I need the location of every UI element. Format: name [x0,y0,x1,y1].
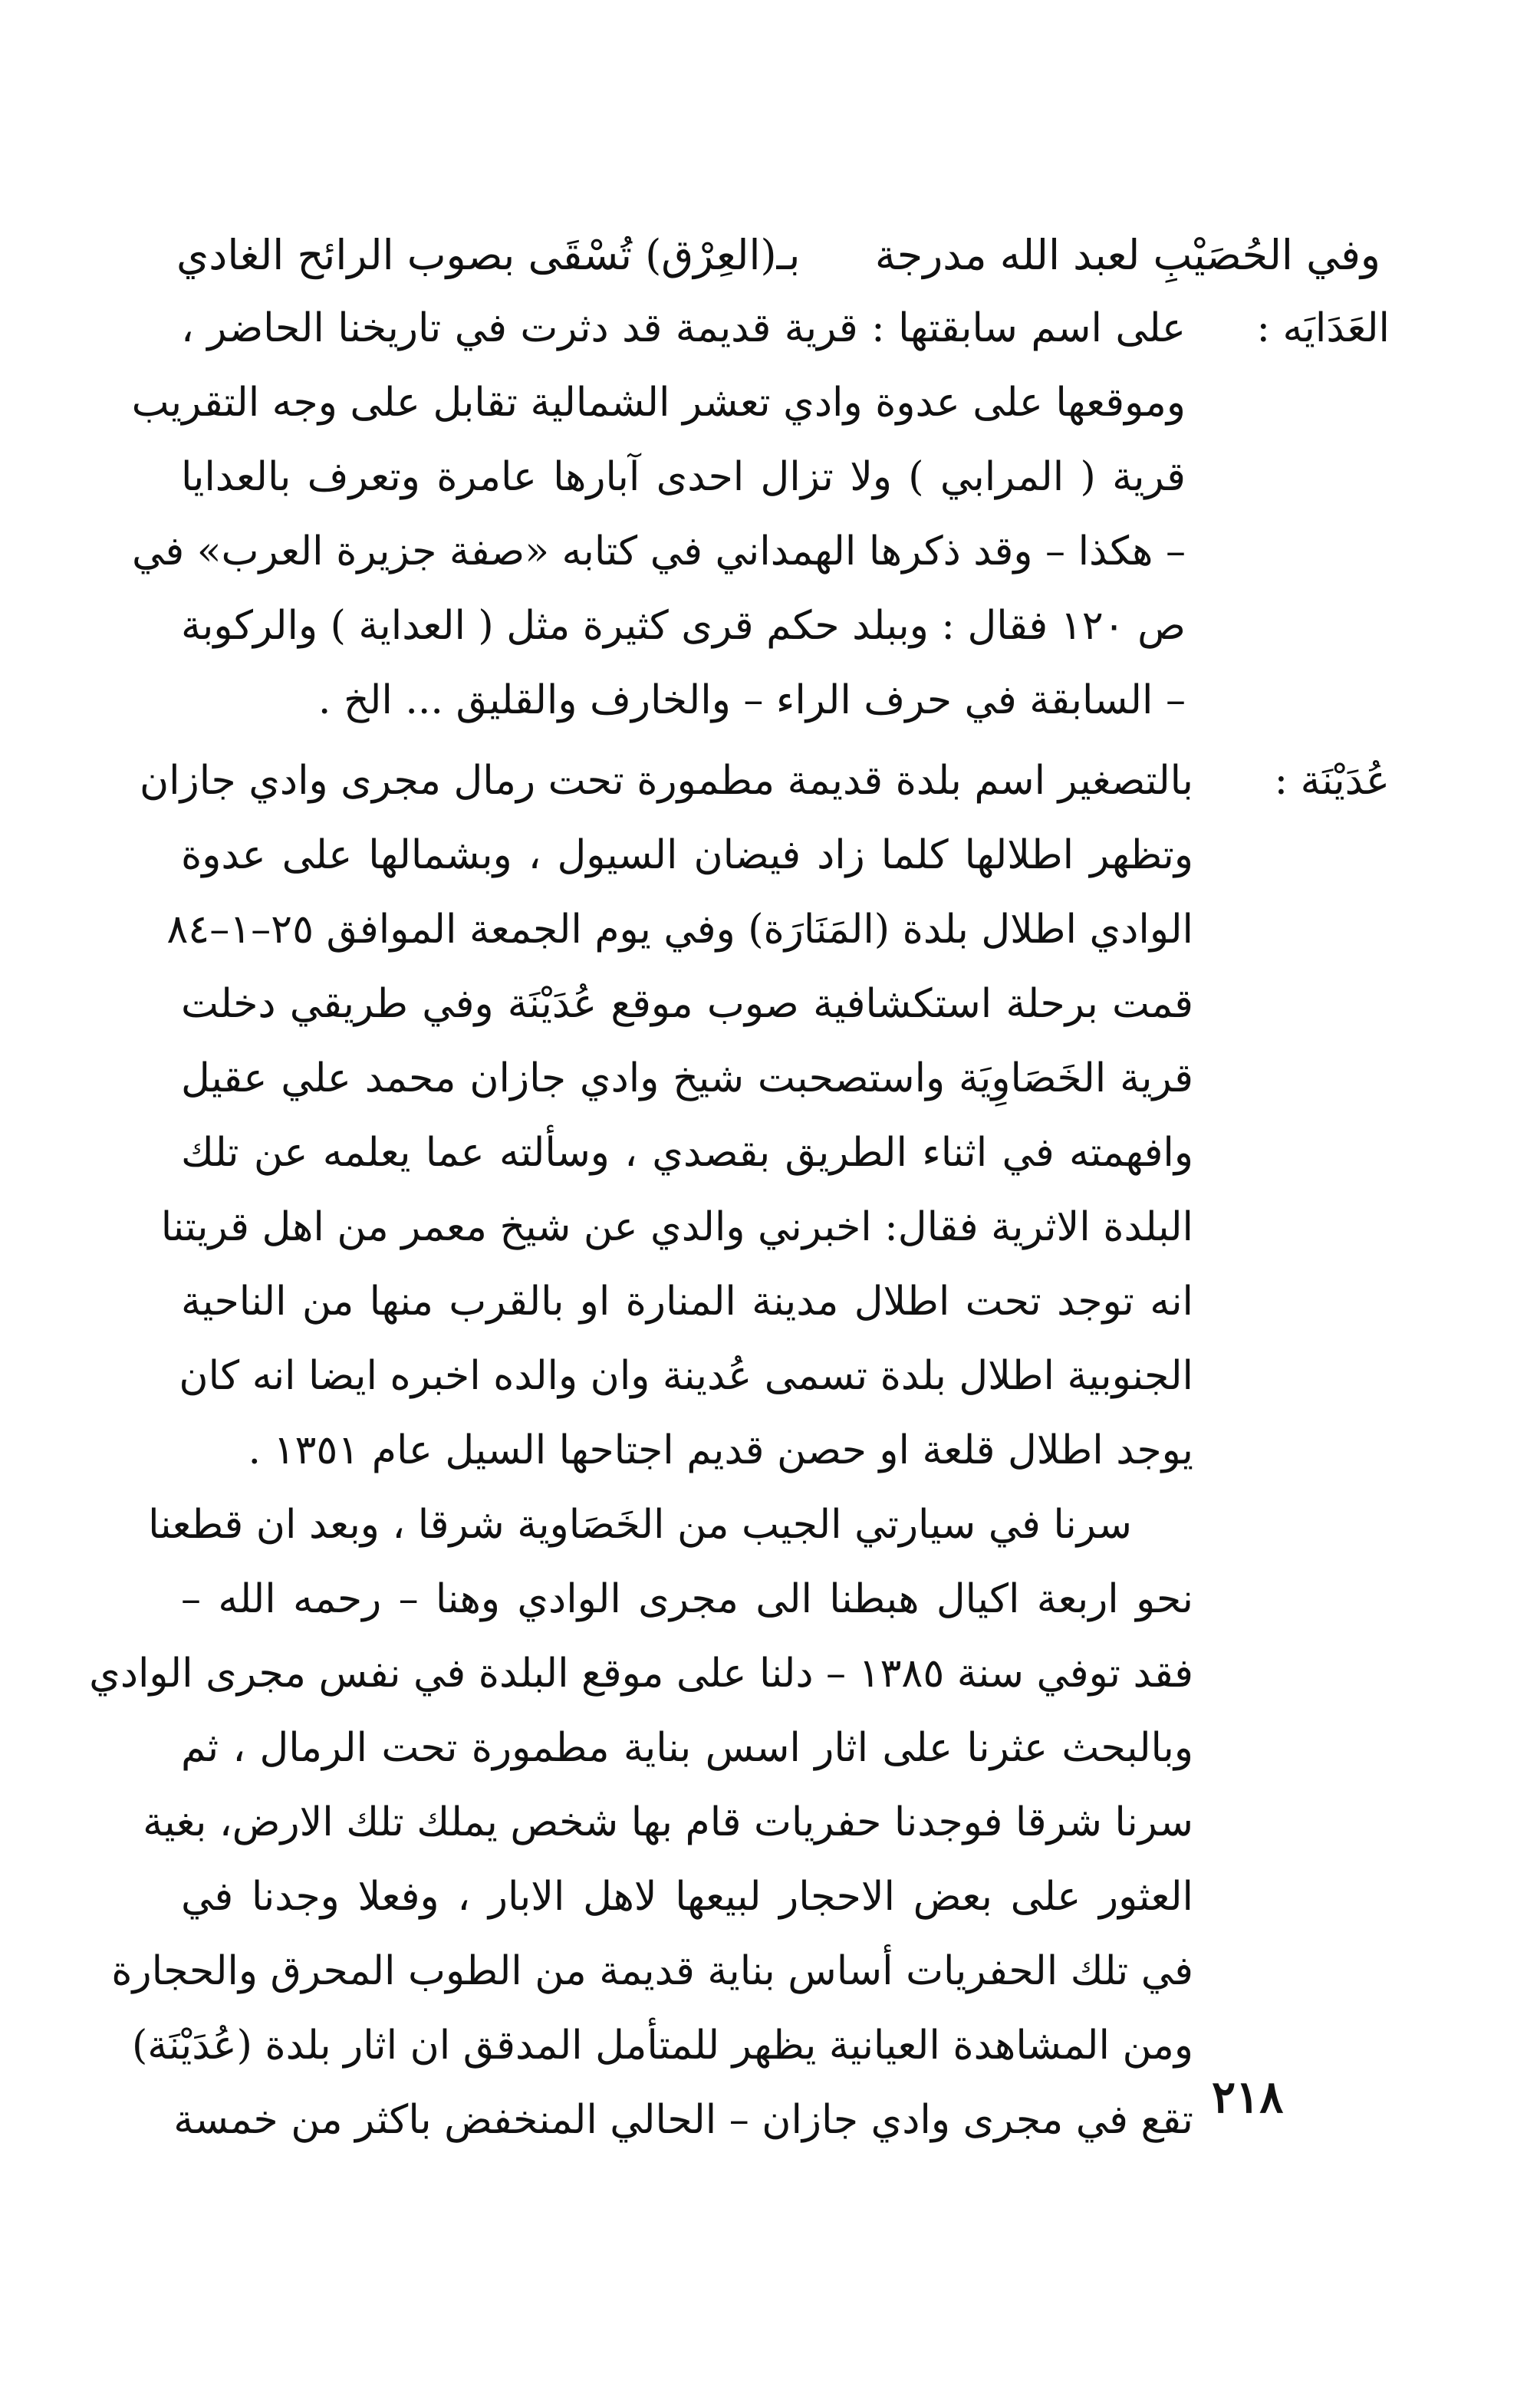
entry-body [89,744,1194,2158]
entry-line: الوادي اطلال بلدة (المَنَارَة) وفي يوم الجمعة الموافق ٢٥–١–٨٤ [166,907,1193,953]
entry-line: وموقعها على عدوة وادي تعشر الشمالية تقابل على وجه التقريب [131,380,1186,426]
entry-line: وبالبحث عثرنا على اثار اسس بناية مطمورة تحت الرمال ، ثم [181,1725,1193,1771]
entry-line: بالتصغير اسم بلدة قديمة مطمورة تحت رمال مجرى وادي جازان [139,758,1193,804]
entry-line: الجنوبية اطلال بلدة تسمى عُدينة وان والده اخبره ايضا انه كان [179,1353,1193,1399]
entry-line: البلدة الاثرية فقال: اخبرني والدي عن شيخ معمر من اهل قريتنا [160,1204,1193,1250]
entry-alaadaya [131,291,1390,752]
entry-line: العثور على بعض الاحجار لبيعها لاهل الابار ، وفعلا وجدنا في [181,1874,1194,1920]
entry-line: يوجد اطلال قلعة او حصن قديم اجتاحها السيل عام ١٣٥١ . [248,1427,1193,1473]
entry-line: قمت برحلة استكشافية صوب موقع عُدَيْنَة وفي طريقي دخلت [181,981,1193,1027]
entry-line: وافهمته في اثناء الطريق بقصدي ، وسألته عما يعلمه عن تلك [181,1130,1193,1176]
entry-line: تقع في مجرى وادي جازان – الحالي المنخفض باكثر من خمسة [173,2097,1193,2143]
entry-line: فقد توفي سنة ١٣٨٥ – دلنا على موقع البلدة في نفس مجرى الوادي [89,1651,1193,1697]
entry-line: قرية ( المرابي ) ولا تزال احدى آبارها عامرة وتعرف بالعدايا [181,454,1186,500]
entry-line: ومن المشاهدة العيانية يظهر للمتأمل المدقق ان اثار بلدة (عُدَيْنَة) [131,2023,1193,2069]
entry-line: انه توجد تحت اطلال مدينة المنارة او بالقرب منها من الناحية [181,1279,1193,1325]
entry-line: سرنا في سيارتي الجيب من الخَصَاوية شرقا ، وبعد ان قطعنا [148,1502,1132,1548]
entry-line: في تلك الحفريات أساس بناية قديمة من الطوب المحرق والحجارة [111,1948,1193,1994]
entry-headword: العَدَايَه : [1256,305,1390,351]
entry-line: قرية الخَصَاوِيَة واستصحبت شيخ وادي جازان محمد علي عقيل [181,1055,1193,1101]
entry-line: على اسم سابقتها : قرية قديمة قد دثرت في تاريخنا الحاضر ، [181,305,1186,351]
entry-udayna [89,744,1390,2163]
entry-line: ص ١٢٠ فقال : وببلد حكم قرى كثيرة مثل ( العداية ) والركوبة [181,603,1186,649]
page-number: ٢١٨ [1212,2071,1284,2123]
entry-line: – هكذا – وقد ذكرها الهمداني في كتابه «صفة جزيرة العرب» في [132,528,1186,574]
entry-line: نحو اربعة اكيال هبطنا الى مجرى الوادي وهنا – رحمه الله – [181,1576,1193,1622]
entry-body [131,291,1186,738]
entry-line: – السابقة في حرف الراء – والخارف والقليق ... الخ . [318,677,1186,723]
entry-line: وتظهر اطلالها كلما زاد فيضان السيول ، وبشمالها على عدوة [181,832,1193,878]
verse-second-hemistich: بـ(العِرْق) تُسْقَى بصوب الرائح الغادي [176,231,801,279]
entry-headword: عُدَيْنَة : [1274,758,1390,804]
verse-first-hemistich: وفي الحُصَيْبِ لعبد الله مدرجة [874,231,1380,279]
poetry-verse [176,213,1380,298]
entry-line: سرنا شرقا فوجدنا حفريات قام بها شخص يملك تلك الارض، بغية [143,1799,1193,1845]
